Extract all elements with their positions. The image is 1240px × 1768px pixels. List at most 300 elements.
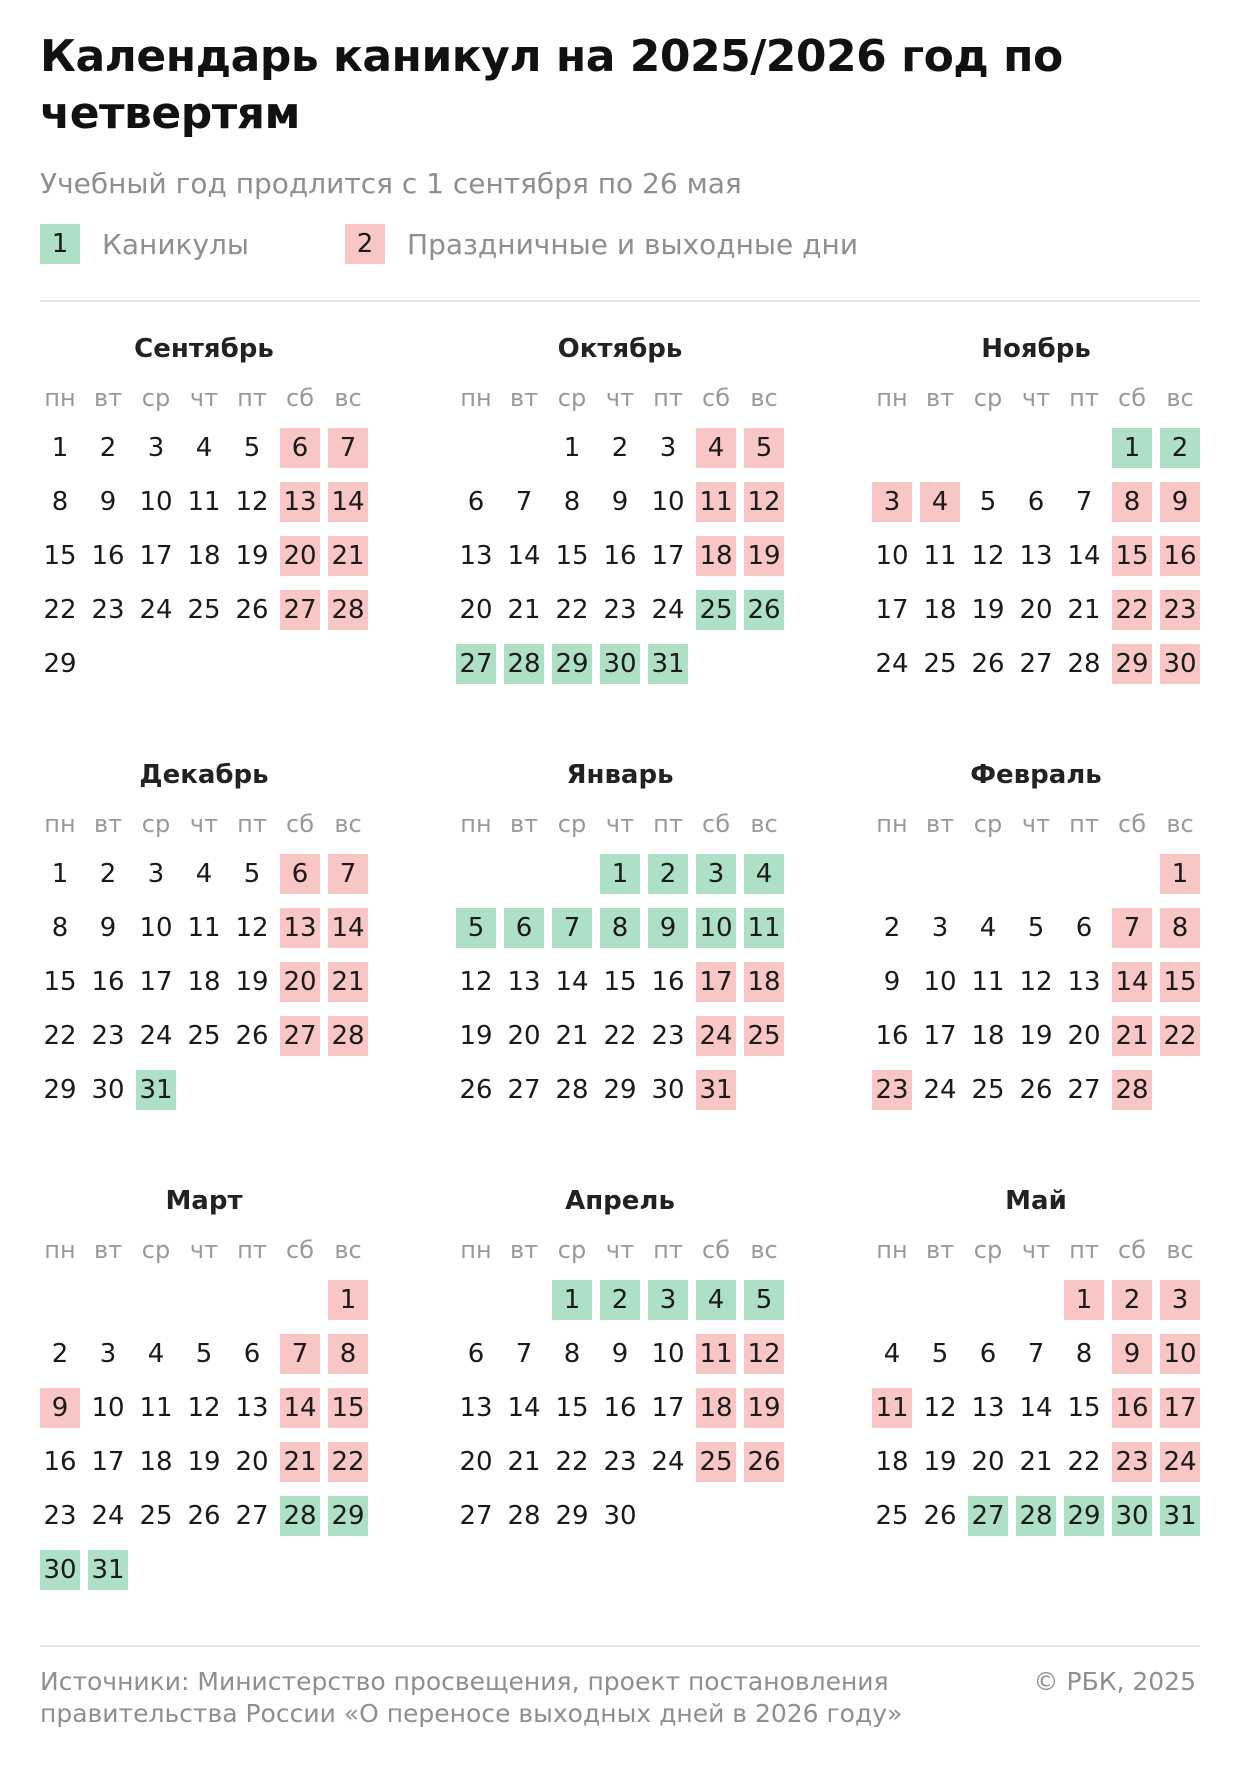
day-cell: 29 <box>43 1075 77 1105</box>
day-cell: 10 <box>139 487 173 517</box>
vacation-day: 4 <box>744 854 784 894</box>
day-cell: 22 <box>555 1447 589 1477</box>
empty-cell <box>920 854 960 894</box>
day-cell: 16 <box>91 541 125 571</box>
vacation-day: 1 <box>552 1280 592 1320</box>
day-cell: 11 <box>139 1393 173 1423</box>
day-cell: 15 <box>1067 1393 1101 1423</box>
empty-cell <box>1016 428 1056 468</box>
day-cell: 5 <box>931 1339 949 1369</box>
vacation-day: 2 <box>1160 428 1200 468</box>
day-cell: 30 <box>603 1501 637 1531</box>
weekday-label: вт <box>93 810 123 838</box>
month-8 <box>456 1182 784 1536</box>
holiday-day: 11 <box>696 1334 736 1374</box>
weekday-header <box>40 382 368 414</box>
day-cell: 21 <box>507 1447 541 1477</box>
holiday-day: 26 <box>744 1442 784 1482</box>
day-cell: 21 <box>1019 1447 1053 1477</box>
weekday-header <box>456 382 784 414</box>
days-grid <box>872 1280 1200 1536</box>
weekday-label: вт <box>93 384 123 412</box>
day-cell: 24 <box>91 1501 125 1531</box>
weekday-label: пт <box>1069 384 1099 412</box>
holiday-day: 28 <box>328 590 368 630</box>
month-name: Апрель <box>565 1186 675 1216</box>
holiday-day: 9 <box>1160 482 1200 522</box>
day-cell: 17 <box>651 541 685 571</box>
weekday-label: сб <box>1118 1236 1146 1264</box>
day-cell: 12 <box>235 913 269 943</box>
empty-cell <box>920 1280 960 1320</box>
vacation-day: 28 <box>504 644 544 684</box>
day-cell: 6 <box>467 487 485 517</box>
day-cell: 12 <box>1019 967 1053 997</box>
day-cell: 16 <box>603 1393 637 1423</box>
legend <box>40 224 954 264</box>
weekday-label: пн <box>44 810 76 838</box>
weekday-label: сб <box>1118 810 1146 838</box>
day-cell: 10 <box>651 1339 685 1369</box>
vacation-day: 31 <box>1160 1496 1200 1536</box>
holiday-day: 22 <box>1112 590 1152 630</box>
holiday-day: 9 <box>1112 1334 1152 1374</box>
day-cell: 19 <box>235 541 269 571</box>
days-grid <box>40 854 368 1110</box>
empty-cell <box>872 854 912 894</box>
day-cell: 25 <box>875 1501 909 1531</box>
weekday-header <box>872 808 1200 840</box>
day-cell: 24 <box>923 1075 957 1105</box>
day-cell: 9 <box>883 967 901 997</box>
empty-cell <box>1064 854 1104 894</box>
holiday-day: 7 <box>328 428 368 468</box>
day-cell: 4 <box>195 859 213 889</box>
month-3 <box>872 330 1200 684</box>
weekday-label: пт <box>653 810 683 838</box>
holiday-day: 31 <box>696 1070 736 1110</box>
day-cell: 23 <box>603 595 637 625</box>
day-cell: 7 <box>1027 1339 1045 1369</box>
vacation-day: 30 <box>1112 1496 1152 1536</box>
day-cell: 15 <box>43 967 77 997</box>
empty-cell <box>280 1280 320 1320</box>
month-5 <box>456 756 784 1110</box>
weekday-label: сб <box>702 810 730 838</box>
empty-cell <box>1016 1280 1056 1320</box>
holiday-day: 1 <box>1064 1280 1104 1320</box>
weekday-header <box>456 1234 784 1266</box>
days-grid <box>456 854 784 1110</box>
vacation-day: 30 <box>40 1550 80 1590</box>
day-cell: 26 <box>235 1021 269 1051</box>
day-cell: 25 <box>187 1021 221 1051</box>
day-cell: 19 <box>971 595 1005 625</box>
day-cell: 9 <box>611 487 629 517</box>
day-cell: 11 <box>187 913 221 943</box>
day-cell: 5 <box>195 1339 213 1369</box>
day-cell: 8 <box>563 487 581 517</box>
day-cell: 13 <box>971 1393 1005 1423</box>
day-cell: 24 <box>139 595 173 625</box>
legend-vacation-swatch: 1 <box>40 224 80 264</box>
holiday-day: 28 <box>1112 1070 1152 1110</box>
day-cell: 26 <box>459 1075 493 1105</box>
day-cell: 5 <box>243 433 261 463</box>
month-2 <box>456 330 784 684</box>
day-cell: 12 <box>459 967 493 997</box>
day-cell: 13 <box>459 1393 493 1423</box>
day-cell: 25 <box>923 649 957 679</box>
holiday-day: 9 <box>40 1388 80 1428</box>
weekday-label: пт <box>237 1236 267 1264</box>
day-cell: 16 <box>603 541 637 571</box>
vacation-day: 1 <box>1112 428 1152 468</box>
weekday-label: чт <box>189 1236 219 1264</box>
day-cell: 29 <box>555 1501 589 1531</box>
days-grid <box>456 428 784 684</box>
day-cell: 19 <box>187 1447 221 1477</box>
holiday-day: 1 <box>328 1280 368 1320</box>
weekday-label: пн <box>876 810 908 838</box>
weekday-label: чт <box>605 1236 635 1264</box>
day-cell: 9 <box>611 1339 629 1369</box>
day-cell: 30 <box>651 1075 685 1105</box>
day-cell: 2 <box>99 859 117 889</box>
vacation-day: 27 <box>968 1496 1008 1536</box>
vacation-day: 28 <box>280 1496 320 1536</box>
day-cell: 21 <box>507 595 541 625</box>
vacation-day: 28 <box>1016 1496 1056 1536</box>
day-cell: 9 <box>99 913 117 943</box>
holiday-day: 13 <box>280 482 320 522</box>
weekday-label: пн <box>460 1236 492 1264</box>
holiday-day: 18 <box>744 962 784 1002</box>
weekday-label: сб <box>286 810 314 838</box>
empty-cell <box>504 428 544 468</box>
day-cell: 17 <box>139 967 173 997</box>
day-cell: 11 <box>971 967 1005 997</box>
day-cell: 19 <box>1019 1021 1053 1051</box>
days-grid <box>40 428 368 684</box>
holiday-day: 12 <box>744 1334 784 1374</box>
weekday-label: чт <box>1021 810 1051 838</box>
empty-cell <box>1064 428 1104 468</box>
empty-cell <box>184 1280 224 1320</box>
vacation-day: 31 <box>648 644 688 684</box>
page-title: Календарь каникул на 2025/2026 год по четвертям <box>40 31 1063 139</box>
weekday-label: вс <box>334 384 362 412</box>
vacation-day: 11 <box>744 908 784 948</box>
month-name: Февраль <box>970 760 1102 790</box>
day-cell: 23 <box>43 1501 77 1531</box>
vacation-day: 6 <box>504 908 544 948</box>
day-cell: 5 <box>243 859 261 889</box>
legend-holiday-label: Праздничные и выходные дни <box>407 227 859 261</box>
legend-vacation <box>40 224 249 264</box>
empty-cell <box>456 1280 496 1320</box>
day-cell: 27 <box>459 1501 493 1531</box>
vacation-day: 29 <box>552 644 592 684</box>
holiday-day: 13 <box>280 908 320 948</box>
day-cell: 3 <box>931 913 949 943</box>
weekday-label: пн <box>460 810 492 838</box>
day-cell: 22 <box>603 1021 637 1051</box>
weekday-label: сб <box>702 384 730 412</box>
day-cell: 14 <box>1019 1393 1053 1423</box>
day-cell: 20 <box>1067 1021 1101 1051</box>
day-cell: 14 <box>555 967 589 997</box>
holiday-day: 25 <box>744 1016 784 1056</box>
weekday-label: вс <box>334 810 362 838</box>
day-cell: 16 <box>875 1021 909 1051</box>
weekday-header <box>40 808 368 840</box>
day-cell: 25 <box>139 1501 173 1531</box>
day-cell: 14 <box>507 1393 541 1423</box>
vacation-day: 31 <box>88 1550 128 1590</box>
vacation-day: 9 <box>648 908 688 948</box>
holiday-day: 2 <box>1112 1280 1152 1320</box>
weekday-label: чт <box>1021 1236 1051 1264</box>
day-cell: 3 <box>99 1339 117 1369</box>
day-cell: 23 <box>91 595 125 625</box>
weekday-label: чт <box>1021 384 1051 412</box>
day-cell: 27 <box>1019 649 1053 679</box>
day-cell: 12 <box>923 1393 957 1423</box>
month-name: Октябрь <box>557 334 683 364</box>
day-cell: 24 <box>139 1021 173 1051</box>
vacation-day: 4 <box>696 1280 736 1320</box>
empty-cell <box>968 1280 1008 1320</box>
day-cell: 4 <box>883 1339 901 1369</box>
vacation-day: 26 <box>744 590 784 630</box>
weekday-label: сб <box>702 1236 730 1264</box>
day-cell: 15 <box>555 1393 589 1423</box>
vacation-day: 8 <box>600 908 640 948</box>
holiday-day: 19 <box>744 1388 784 1428</box>
day-cell: 5 <box>979 487 997 517</box>
holiday-day: 7 <box>280 1334 320 1374</box>
weekday-label: пт <box>237 384 267 412</box>
vacation-day: 5 <box>456 908 496 948</box>
holiday-day: 23 <box>1112 1442 1152 1482</box>
empty-cell <box>88 1280 128 1320</box>
weekday-label: пт <box>653 384 683 412</box>
day-cell: 18 <box>971 1021 1005 1051</box>
holiday-day: 12 <box>744 482 784 522</box>
day-cell: 20 <box>459 595 493 625</box>
holiday-day: 16 <box>1160 536 1200 576</box>
holiday-day: 23 <box>1160 590 1200 630</box>
weekday-label: сб <box>1118 384 1146 412</box>
day-cell: 24 <box>651 595 685 625</box>
source-note: Источники: Министерство просвещения, проект постановления правительства России «О переносе выходных дней в 2026 году» <box>40 1667 903 1728</box>
day-cell: 14 <box>507 541 541 571</box>
day-cell: 4 <box>147 1339 165 1369</box>
empty-cell <box>504 1280 544 1320</box>
holiday-day: 4 <box>920 482 960 522</box>
vacation-day: 1 <box>600 854 640 894</box>
holiday-day: 4 <box>696 428 736 468</box>
day-cell: 19 <box>923 1447 957 1477</box>
empty-cell <box>456 428 496 468</box>
day-cell: 6 <box>1027 487 1045 517</box>
weekday-label: ср <box>141 1236 171 1264</box>
days-grid <box>872 428 1200 684</box>
holiday-day: 5 <box>744 428 784 468</box>
day-cell: 18 <box>139 1447 173 1477</box>
vacation-day: 10 <box>696 908 736 948</box>
day-cell: 28 <box>555 1075 589 1105</box>
holiday-day: 14 <box>328 482 368 522</box>
weekday-label: вт <box>925 810 955 838</box>
holiday-day: 8 <box>1112 482 1152 522</box>
day-cell: 3 <box>147 433 165 463</box>
day-cell: 28 <box>1067 649 1101 679</box>
empty-cell <box>872 1280 912 1320</box>
holiday-day: 6 <box>280 854 320 894</box>
weekday-label: пн <box>44 384 76 412</box>
day-cell: 16 <box>91 967 125 997</box>
legend-vacation-label: Каникулы <box>102 227 250 261</box>
holiday-day: 1 <box>1160 854 1200 894</box>
weekday-label: вт <box>925 384 955 412</box>
day-cell: 24 <box>875 649 909 679</box>
day-cell: 27 <box>1067 1075 1101 1105</box>
empty-cell <box>872 428 912 468</box>
weekday-label: пн <box>876 384 908 412</box>
holiday-day: 17 <box>1160 1388 1200 1428</box>
weekday-label: вт <box>509 384 539 412</box>
day-cell: 17 <box>875 595 909 625</box>
weekday-header <box>456 808 784 840</box>
holiday-day: 21 <box>328 536 368 576</box>
month-6 <box>872 756 1200 1110</box>
month-name: Декабрь <box>139 760 269 790</box>
day-cell: 17 <box>923 1021 957 1051</box>
weekday-label: вт <box>509 1236 539 1264</box>
holiday-day: 8 <box>328 1334 368 1374</box>
holiday-day: 10 <box>1160 1334 1200 1374</box>
day-cell: 2 <box>611 433 629 463</box>
day-cell: 21 <box>555 1021 589 1051</box>
vacation-day: 29 <box>1064 1496 1104 1536</box>
day-cell: 12 <box>187 1393 221 1423</box>
holiday-day: 25 <box>696 1442 736 1482</box>
holiday-day: 16 <box>1112 1388 1152 1428</box>
holiday-day: 21 <box>280 1442 320 1482</box>
day-cell: 29 <box>603 1075 637 1105</box>
day-cell: 8 <box>51 487 69 517</box>
weekday-label: чт <box>605 810 635 838</box>
month-1 <box>40 330 368 684</box>
vacation-day: 7 <box>552 908 592 948</box>
day-cell: 6 <box>979 1339 997 1369</box>
day-cell: 8 <box>563 1339 581 1369</box>
holiday-day: 11 <box>872 1388 912 1428</box>
days-grid <box>456 1280 784 1536</box>
holiday-day: 14 <box>280 1388 320 1428</box>
holiday-day: 19 <box>744 536 784 576</box>
day-cell: 19 <box>459 1021 493 1051</box>
weekday-label: чт <box>189 384 219 412</box>
empty-cell <box>1112 854 1152 894</box>
day-cell: 13 <box>1019 541 1053 571</box>
month-7 <box>40 1182 368 1590</box>
holiday-day: 11 <box>696 482 736 522</box>
holiday-day: 21 <box>328 962 368 1002</box>
holiday-day: 27 <box>280 1016 320 1056</box>
day-cell: 3 <box>147 859 165 889</box>
day-cell: 22 <box>43 595 77 625</box>
day-cell: 15 <box>555 541 589 571</box>
day-cell: 3 <box>659 433 677 463</box>
holiday-day: 24 <box>1160 1442 1200 1482</box>
day-cell: 26 <box>235 595 269 625</box>
holiday-day: 6 <box>280 428 320 468</box>
day-cell: 15 <box>603 967 637 997</box>
day-cell: 30 <box>91 1075 125 1105</box>
weekday-label: ср <box>973 384 1003 412</box>
days-grid <box>872 854 1200 1110</box>
holiday-day: 20 <box>280 536 320 576</box>
holiday-day: 8 <box>1160 908 1200 948</box>
vacation-day: 2 <box>600 1280 640 1320</box>
legend-holiday <box>345 224 858 264</box>
day-cell: 9 <box>99 487 117 517</box>
day-cell: 7 <box>515 487 533 517</box>
top-divider <box>40 300 1200 302</box>
day-cell: 10 <box>875 541 909 571</box>
day-cell: 5 <box>1027 913 1045 943</box>
day-cell: 16 <box>651 967 685 997</box>
weekday-label: вс <box>1166 384 1194 412</box>
day-cell: 22 <box>43 1021 77 1051</box>
weekday-label: сб <box>286 1236 314 1264</box>
weekday-label: чт <box>605 384 635 412</box>
empty-cell <box>920 428 960 468</box>
day-cell: 18 <box>923 595 957 625</box>
legend-holiday-swatch: 2 <box>345 224 385 264</box>
day-cell: 10 <box>651 487 685 517</box>
day-cell: 1 <box>51 859 69 889</box>
weekday-label: ср <box>973 1236 1003 1264</box>
day-cell: 19 <box>235 967 269 997</box>
day-cell: 4 <box>195 433 213 463</box>
weekday-label: ср <box>141 384 171 412</box>
day-cell: 26 <box>187 1501 221 1531</box>
day-cell: 7 <box>1075 487 1093 517</box>
weekday-label: пт <box>1069 1236 1099 1264</box>
day-cell: 10 <box>923 967 957 997</box>
month-name: Январь <box>566 760 674 790</box>
month-name: Март <box>165 1186 243 1216</box>
empty-cell <box>968 854 1008 894</box>
day-cell: 10 <box>91 1393 125 1423</box>
day-cell: 26 <box>971 649 1005 679</box>
vacation-day: 31 <box>136 1070 176 1110</box>
holiday-day: 22 <box>328 1442 368 1482</box>
day-cell: 29 <box>43 649 77 679</box>
holiday-day: 14 <box>328 908 368 948</box>
vacation-day: 3 <box>696 854 736 894</box>
day-cell: 21 <box>1067 595 1101 625</box>
copyright: © РБК, 2025 <box>1033 1667 1196 1696</box>
day-cell: 17 <box>91 1447 125 1477</box>
day-cell: 18 <box>875 1447 909 1477</box>
empty-cell <box>40 1280 80 1320</box>
day-cell: 1 <box>51 433 69 463</box>
